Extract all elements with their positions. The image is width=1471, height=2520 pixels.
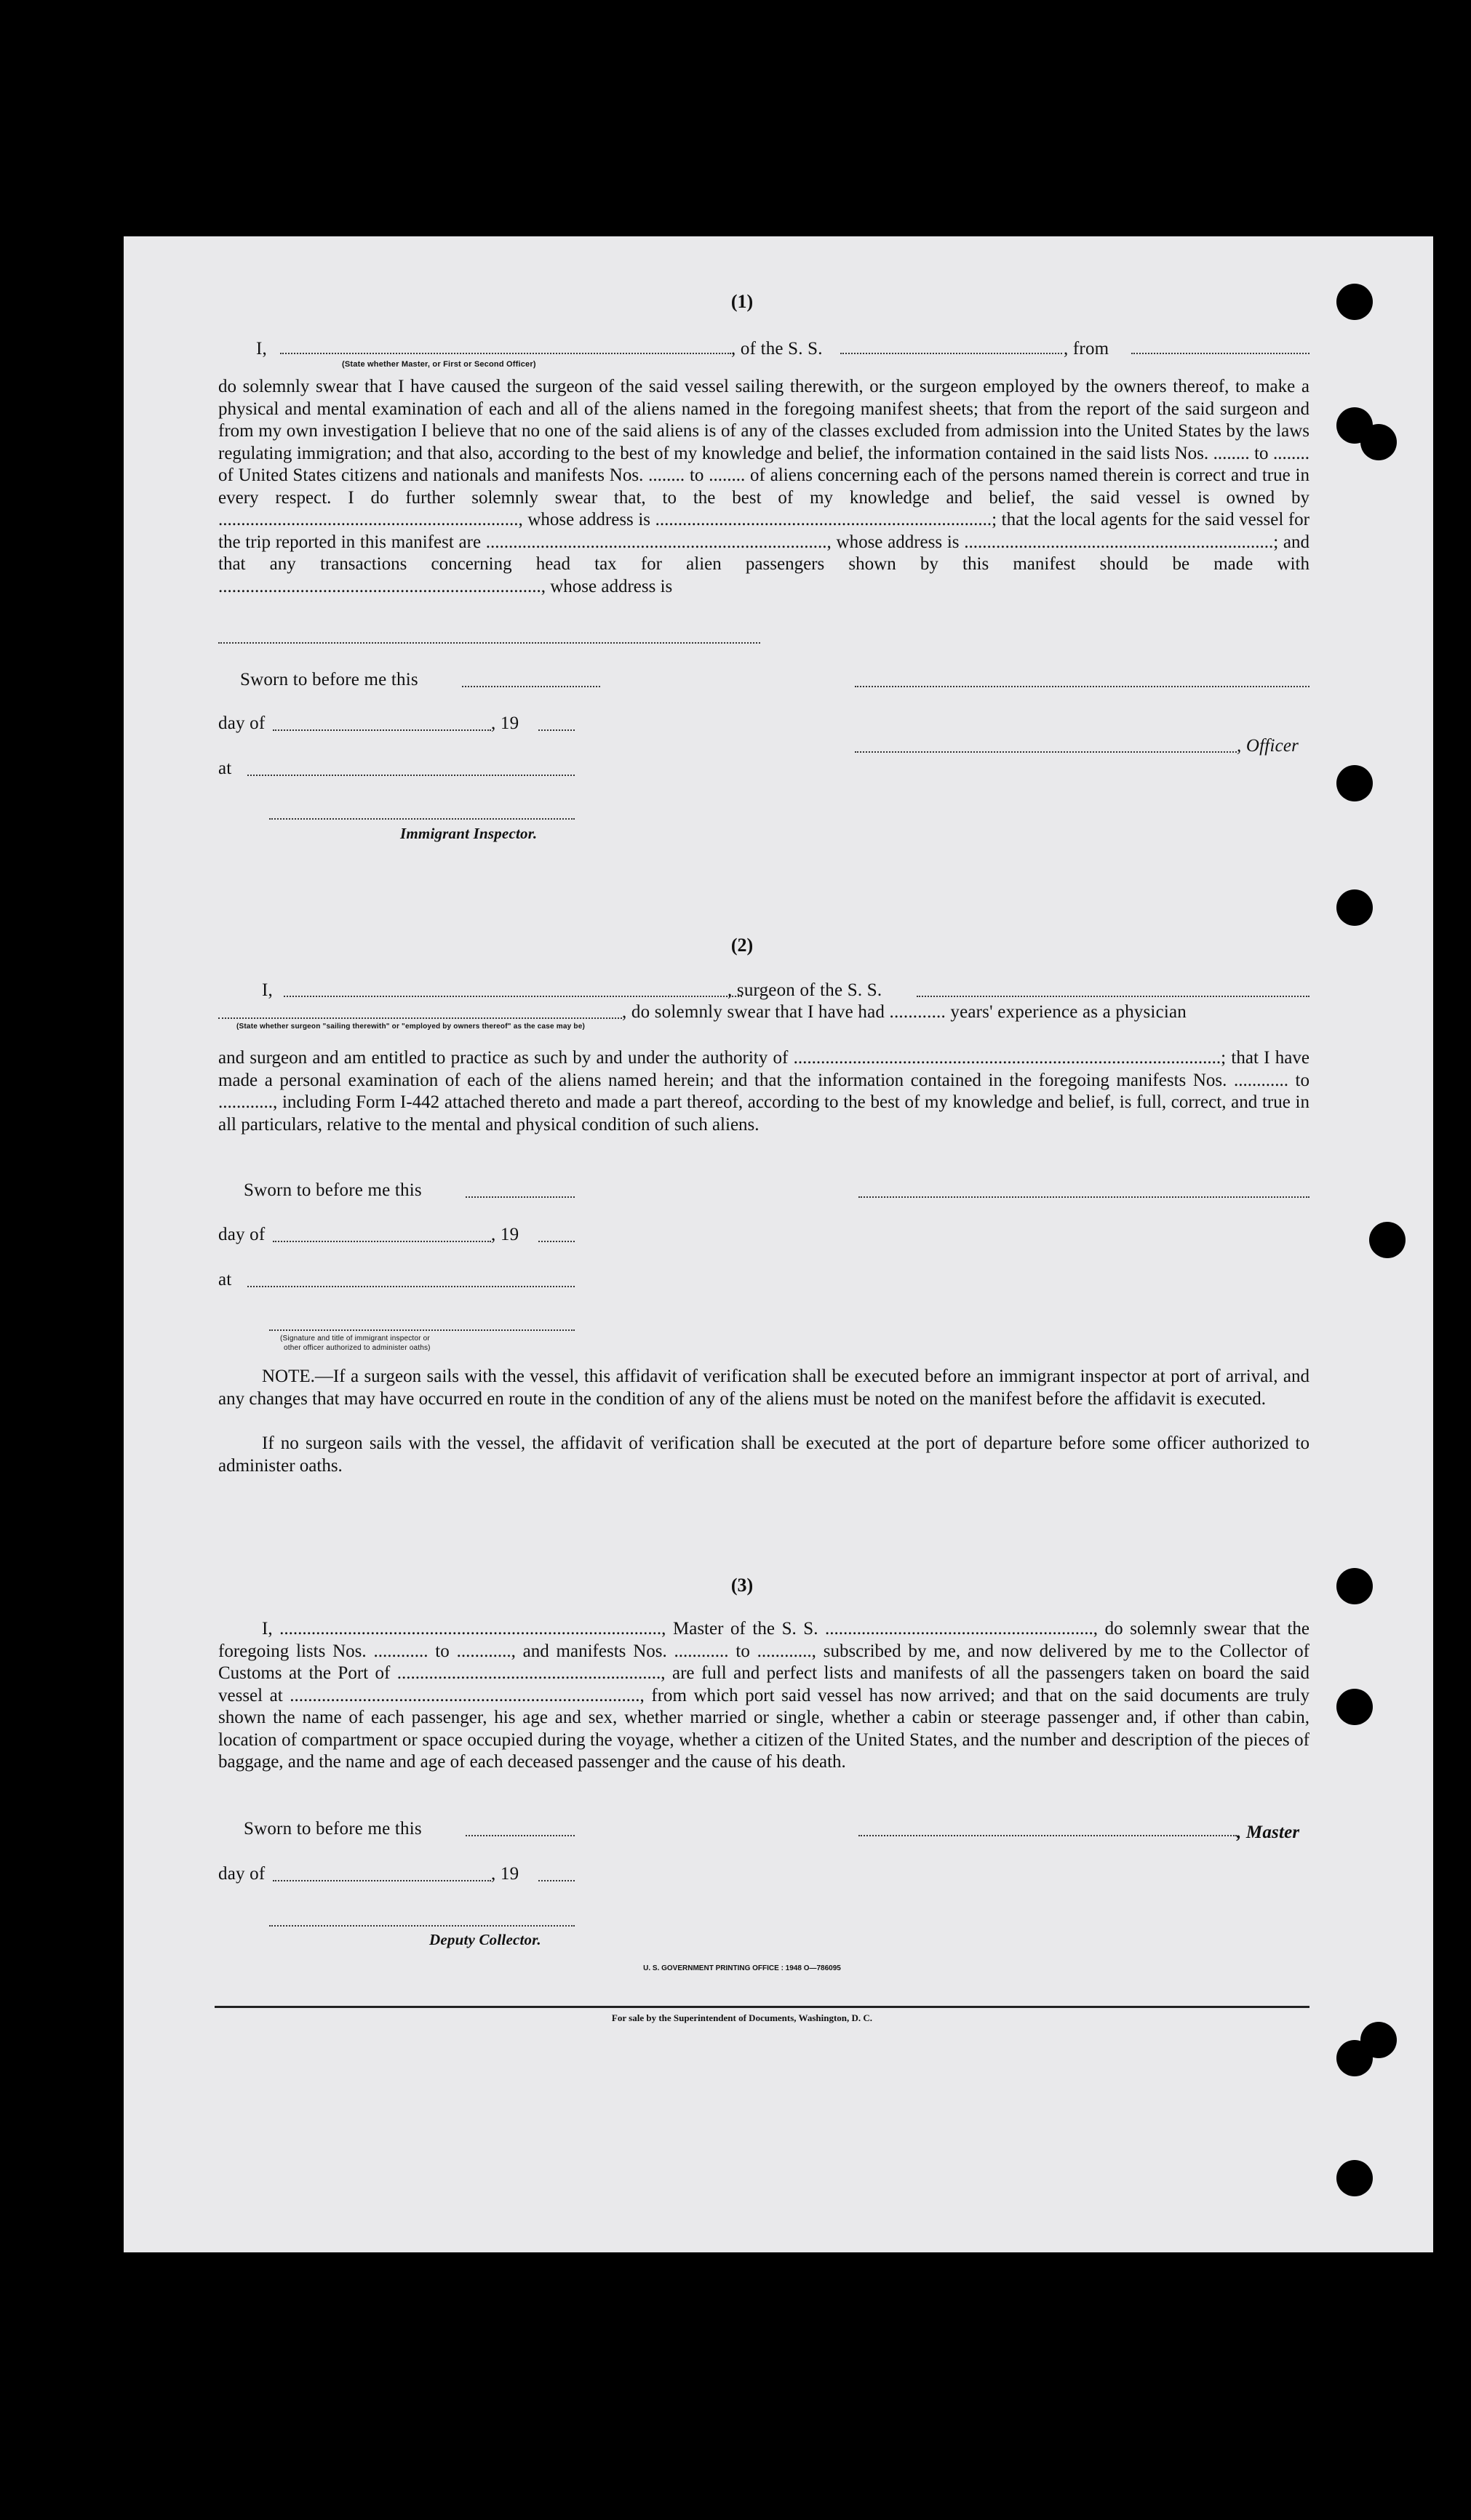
s1-day-label: day of bbox=[218, 713, 266, 733]
s3-deputy-field bbox=[269, 1925, 575, 1927]
s2-at-field bbox=[247, 1286, 575, 1287]
s1-year-label: , 19 bbox=[491, 713, 519, 733]
sale-notice: For sale by the Superintendent of Documents, Washington, D. C. bbox=[611, 2012, 873, 2023]
s2-status-field bbox=[218, 1017, 622, 1019]
footer-rule bbox=[215, 2006, 1309, 2008]
punch-hole bbox=[1336, 765, 1373, 801]
s1-rank-caption: (State whether Master, or First or Second Officer) bbox=[342, 360, 536, 369]
printing-office-imprint: U. S. GOVERNMENT PRINTING OFFICE : 1948 O—786095 bbox=[643, 1964, 841, 1972]
s3-sworn-label: Sworn to before me this bbox=[244, 1819, 422, 1839]
s2-signature-field bbox=[858, 1196, 1309, 1198]
s1-from-field bbox=[1131, 353, 1309, 354]
s3-day-field bbox=[273, 1880, 491, 1881]
s1-rank-field bbox=[280, 353, 731, 354]
section-1-number: (1) bbox=[730, 291, 754, 312]
s2-day-field bbox=[273, 1241, 491, 1242]
punch-hole bbox=[1369, 1222, 1406, 1258]
s1-officer-label: , Officer bbox=[1237, 736, 1299, 756]
s3-master-field bbox=[858, 1835, 1237, 1836]
s1-vessel-field bbox=[840, 353, 1062, 354]
s3-oath-paragraph: I, ...................................................................................., Master of the S. S. ..........................................................., do solemnly swear that the foregoing lists Nos. ............ to ............, and manifests Nos. ............ to ............, subscribed by me, and now delivered by me to the Collector of Customs at the Port of .........................................................., are full and perfect lists and manifests of all the passengers taken on board the said vessel at ............................................................................., from which port said vessel has now arrived; and that on the said documents are truly shown the name of each passenger, his age and sex, whether married or single, whether a cabin or steerage passenger and, if other than cabin, location of compartment or space occupied during the voyage, whether a citizen of the United States, and the number and description of the pieces of baggage, and the name and age of each deceased passenger and the cause of his death. bbox=[218, 1619, 1309, 1772]
section-3-number: (3) bbox=[730, 1575, 754, 1596]
s2-note-2: If no surgeon sails with the vessel, the affidavit of verification shall be executed at the port of departure before some officer authorized to administer oaths. bbox=[218, 1433, 1309, 1476]
s2-at-label: at bbox=[218, 1270, 232, 1289]
s1-address-field bbox=[218, 642, 760, 644]
s1-at-label: at bbox=[218, 759, 232, 778]
s1-officer-field bbox=[855, 751, 1237, 753]
s2-name-field bbox=[284, 996, 742, 997]
s1-from-label: , from bbox=[1064, 339, 1109, 359]
s1-year-field bbox=[538, 729, 575, 731]
s2-status-caption: (State whether surgeon "sailing therewith" or "employed by owners thereof" as the case may be) bbox=[236, 1023, 585, 1031]
s2-vessel-field bbox=[917, 996, 1309, 997]
s1-sworn-field bbox=[462, 686, 600, 687]
punch-hole bbox=[1336, 889, 1373, 926]
s2-sig-caption-2: other officer authorized to administer oaths) bbox=[284, 1344, 431, 1352]
punch-hole bbox=[1336, 2160, 1373, 2196]
s1-ss-label: , of the S. S. bbox=[731, 339, 823, 359]
s1-inspector-label: Immigrant Inspector. bbox=[400, 825, 538, 842]
s2-i-label: I, bbox=[262, 980, 273, 1000]
s2-line2: , do solemnly swear that I have had ............ years' experience as a physician bbox=[622, 1002, 1187, 1022]
punch-hole bbox=[1360, 424, 1397, 460]
s2-year-label: , 19 bbox=[491, 1225, 519, 1244]
s2-year-field bbox=[538, 1241, 575, 1242]
s2-note-1: NOTE.—If a surgeon sails with the vessel, this affidavit of verification shall be executed before an immigrant inspector at port of arrival, and any changes that may have occurred en route in the condition of any of the aliens must be noted on the manifest before the affidavit is executed. bbox=[218, 1367, 1309, 1409]
s2-sworn-label: Sworn to before me this bbox=[244, 1180, 422, 1200]
s3-deputy-label: Deputy Collector. bbox=[429, 1931, 541, 1948]
s1-day-field bbox=[273, 729, 491, 731]
s1-oath-paragraph: do solemnly swear that I have caused the surgeon of the said vessel sailing therewith, or the surgeon employed by the owners thereof, to make a physical and mental examination of each and all of the aliens named in the foregoing manifest sheets; that from the report of the said surgeon and from my own investigation I believe that no one of the said aliens is of any of the classes excluded from admission into the United States by the laws regulating immigration; and that also, according to the best of my knowledge and belief, the information contained in the said lists Nos. ........ to ........ of United States citizens and nationals and manifests Nos. ........ to ........ of aliens concerning each of the persons named therein is correct and true in every respect. I do further solemnly swear that, to the best of my knowledge and belief, the said vessel is owned by .................................................................., whose address is ..........................................................................; that the local agents for the said vessel for the trip reported in this manifest are ..........................................................................., whose address is ....................................................................; and that any transactions concerning head tax for alien passengers shown by this manifest should be made with ......................................................................., whose address is bbox=[218, 377, 1309, 596]
s3-year-label: , 19 bbox=[491, 1864, 519, 1884]
s2-surgeon-label: , surgeon of the S. S. bbox=[727, 980, 882, 1000]
document-page bbox=[124, 236, 1433, 2252]
s3-year-field bbox=[538, 1880, 575, 1881]
s2-sworn-field bbox=[466, 1196, 575, 1198]
s2-inspector-field bbox=[269, 1329, 575, 1331]
s1-i-label: I, bbox=[256, 339, 267, 359]
s1-inspector-field bbox=[269, 818, 575, 820]
s2-sig-caption-1: (Signature and title of immigrant inspector or bbox=[280, 1335, 430, 1343]
punch-hole bbox=[1336, 1689, 1373, 1725]
s2-oath-paragraph: and surgeon and am entitled to practice as such by and under the authority of ..............................................................................................; that I have made a personal examination of each of the aliens named herein; and that the information contained in the foregoing manifests Nos. ............ to ............, including Form I-442 attached thereto and made a part thereof, according to the best of my knowledge and belief, is full, correct, and true in all particulars, relative to the mental and physical condition of such aliens. bbox=[218, 1048, 1309, 1135]
section-2-number: (2) bbox=[730, 935, 754, 956]
s3-day-label: day of bbox=[218, 1864, 266, 1884]
s2-day-label: day of bbox=[218, 1225, 266, 1244]
punch-hole bbox=[1336, 2040, 1373, 2076]
s1-at-field bbox=[247, 775, 575, 776]
s1-sworn-label: Sworn to before me this bbox=[240, 670, 418, 689]
s3-master-label: , Master bbox=[1237, 1823, 1300, 1842]
s3-sworn-field bbox=[466, 1835, 575, 1836]
s1-signature-field bbox=[855, 686, 1309, 687]
